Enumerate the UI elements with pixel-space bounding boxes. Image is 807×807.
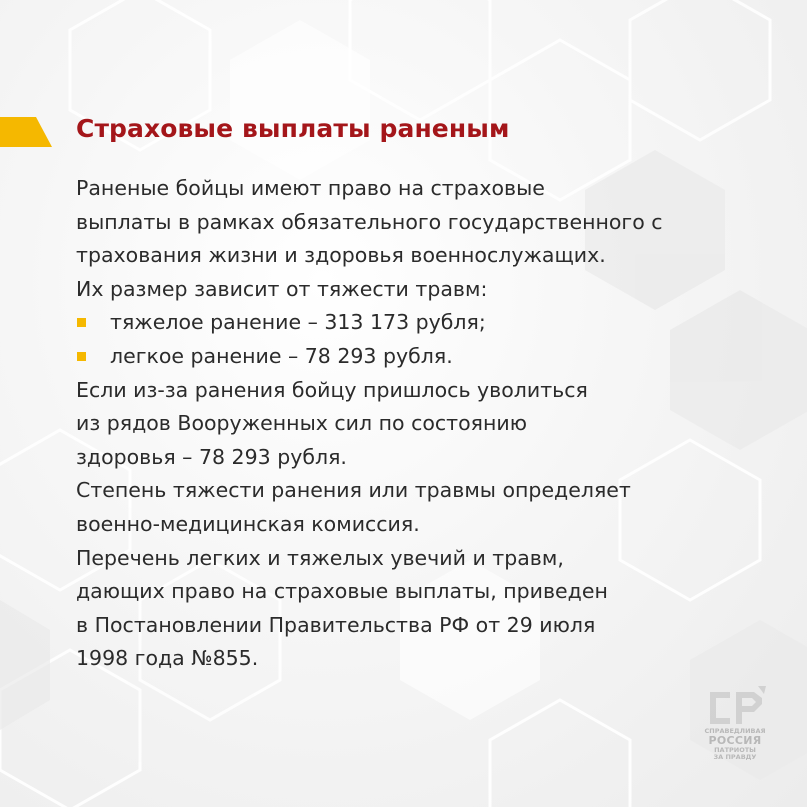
text-line: из рядов Вооруженных сил по состоянию [76,411,527,436]
text-line: трахования жизни и здоровья военнослужащих. [76,243,606,268]
list-item-text: тяжелое ранение – 313 173 рубля; [110,310,486,335]
logo-line-1: СПРАВЕДЛИВАЯ [704,727,766,735]
logo-line-3: ПАТРИОТЫ [714,746,756,754]
text-line: Если из-за ранения бойцу пришлось уволиться [76,377,588,402]
list-item [76,340,776,374]
logo-line-4: ЗА ПРАВДУ [713,753,757,761]
yellow-accent-marker [0,117,52,147]
text-line: 1998 года №855. [76,646,259,671]
text-line: в Постановлении Правительства РФ от 29 июля [76,612,596,637]
text-line: Перечень легких и тяжелых увечий и травм, [76,545,564,570]
text-line: Раненые бойцы имеют право на страховые [76,176,545,200]
logo-line-2: РОССИЯ [708,734,762,747]
text-line: военно-медицинская комиссия. [76,511,420,536]
text-line: выплаты в рамках обязательного государственного с [76,209,663,234]
list-item [76,306,776,340]
list-item-text: легкое ранение – 78 293 рубля. [110,343,453,368]
text-line: Степень тяжести ранения или травмы определяет [76,478,631,503]
page-title: Страховые выплаты раненым [76,114,510,143]
text-line: дающих право на страховые выплаты, приведен [76,579,608,604]
text-line: здоровья – 78 293 рубля. [76,444,347,469]
text-line: Их размер зависит от тяжести травм: [76,276,488,301]
bullet-square-icon [77,352,86,361]
bullet-square-icon [77,318,86,327]
body-text [76,172,776,676]
